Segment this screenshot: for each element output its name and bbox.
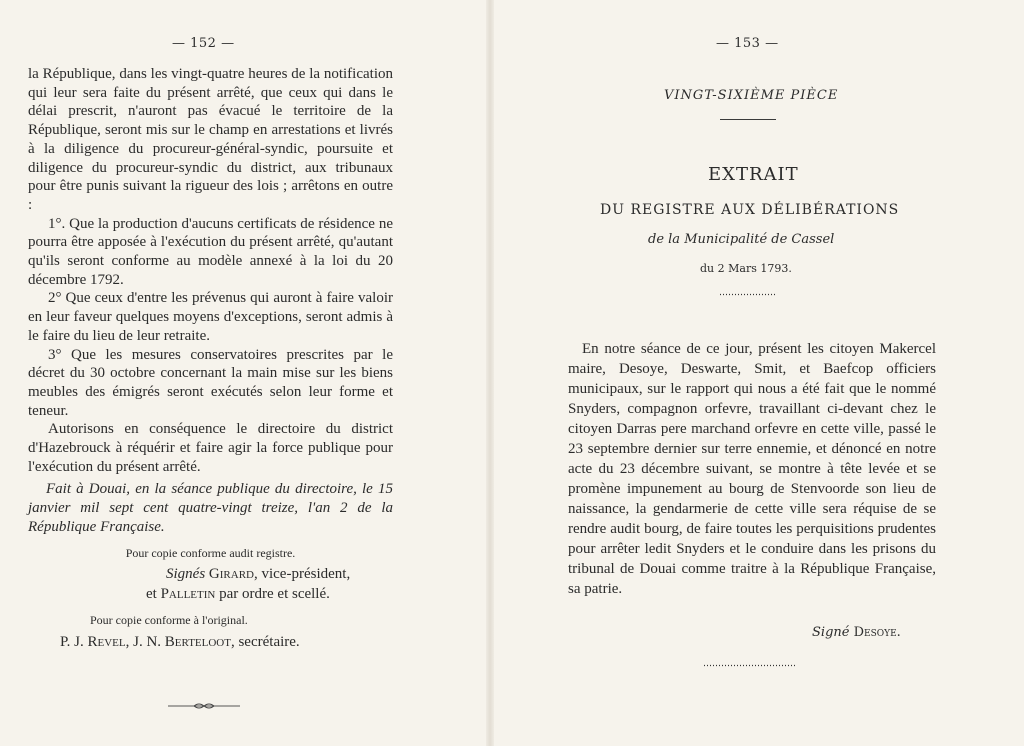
signature-names-secretaries: P. J. Revel, J. N. Berteloot, bbox=[60, 634, 235, 651]
signature-name-desoye: Desoye. bbox=[853, 625, 901, 640]
municipalite-heading: de la Municipalité de Cassel bbox=[648, 232, 835, 247]
paragraph-article-2: 2° Que ceux d'entre les prévenus qui auront à faire valoir en leur faveur quelques moyens d'exceptions, seront admis à le faire du lieu de leur retraite. bbox=[28, 290, 393, 344]
signature-block bbox=[28, 564, 393, 604]
signature-palletin bbox=[28, 584, 393, 604]
signature-prefix-right: Signé bbox=[812, 625, 850, 640]
left-body bbox=[28, 65, 393, 652]
paragraph-article-3: 3° Que les mesures conservatoires prescrites par le décret du 30 octobre concernant la main mise sur les biens meubles des émigrés seront exécutés selon leur forme et teneur. bbox=[28, 346, 393, 419]
right-body bbox=[568, 339, 936, 599]
signature-role-girard: , vice-président, bbox=[253, 566, 351, 583]
copy-conforme-original: Pour copie conforme à l'original. bbox=[90, 613, 248, 628]
signature-desoye bbox=[812, 625, 901, 640]
closing-formula: Fait à Douai, en la séance publique du directoire, le 15 janvier mil sept cent quatre-vingt treize, l'an 2 de la République Française. bbox=[28, 481, 393, 536]
page-number-right: — 153 — bbox=[716, 36, 779, 51]
deliberation-text: En notre séance de ce jour, présent les citoyen Makercel maire, Desoye, Deswarte, Smit, et Baefcop officiers municipaux, sur le rapport qui nous a été fait que le nommé Snyders, compagnon orfevre, travaillant ci-devant chez le citoyen Darras pere marchand orfevre en cette ville, passé le 23 septembre dernier sur terre ennemie, et dénoncé en notre acte du 23 décembre suivant, se montre à tête levée et se promène impunement au bourg de Stenvoorde son lieu de naissance, la gendarmerie de cette ville sera réquise de se rendre audit bourg, de faire toutes les perquisitions prudentes pour arrêter ledit Snyders et le conduire dans les prisons du tribunal de Douai comme traitre à la République Française, sa patrie. bbox=[568, 341, 936, 597]
signature-role-palletin: par ordre et scellé. bbox=[219, 586, 330, 603]
signature-conjunction: et bbox=[146, 586, 157, 603]
page-number-left: — 152 — bbox=[172, 36, 235, 51]
copy-conforme-registre: Pour copie conforme audit registre. bbox=[125, 546, 296, 561]
paragraph-authorization: Autorisons en conséquence le directoire du district d'Hazebrouck à réquérir et faire agir la force publique pour l'exécution du présent arrêté. bbox=[28, 421, 393, 475]
left-page bbox=[0, 0, 486, 746]
piece-title: VINGT-SIXIÈME PIÈCE bbox=[664, 88, 839, 103]
dotted-separator-bottom bbox=[704, 664, 796, 667]
paragraph-article-1: 1°. Que la production d'aucuns certificats de résidence ne pourra être apposée à l'exécution du présent arrêté, qu'autant qu'ils seront conforme au modèle annexé à la loi du 20 décembre 1792. bbox=[28, 215, 393, 288]
signature-name-girard: Girard bbox=[208, 566, 254, 583]
registre-heading: DU REGISTRE AUX DÉLIBÉRATIONS bbox=[600, 202, 900, 218]
title-rule bbox=[720, 119, 776, 120]
signature-secretaries bbox=[28, 632, 393, 652]
date-heading: du 2 Mars 1793. bbox=[700, 262, 792, 275]
signature-prefix: Signés bbox=[166, 566, 206, 583]
dotted-separator bbox=[720, 293, 776, 296]
extrait-heading: EXTRAIT bbox=[708, 164, 799, 185]
right-page bbox=[494, 0, 1024, 746]
signature-role-secretary: secrétaire. bbox=[238, 634, 300, 651]
paragraph-intro: la République, dans les vingt-quatre heures de la notification qui leur sera faite du présent arrêté, que ceux qui dans le délai prescrit, n'auront pas évacué le territoire de la République, seront mis sur le champ en arrestations et livrés à la diligence du procureur-général-syndic, poursuite et diligence du procureur-syndic du district, aux tribunaux pour être punis suivant la rigueur des lois ; arrêtons en outre : bbox=[28, 66, 393, 213]
signature-girard bbox=[28, 564, 393, 584]
book-gutter bbox=[486, 0, 494, 746]
ornament-divider bbox=[168, 702, 240, 710]
signature-name-palletin: Palletin bbox=[160, 586, 216, 603]
